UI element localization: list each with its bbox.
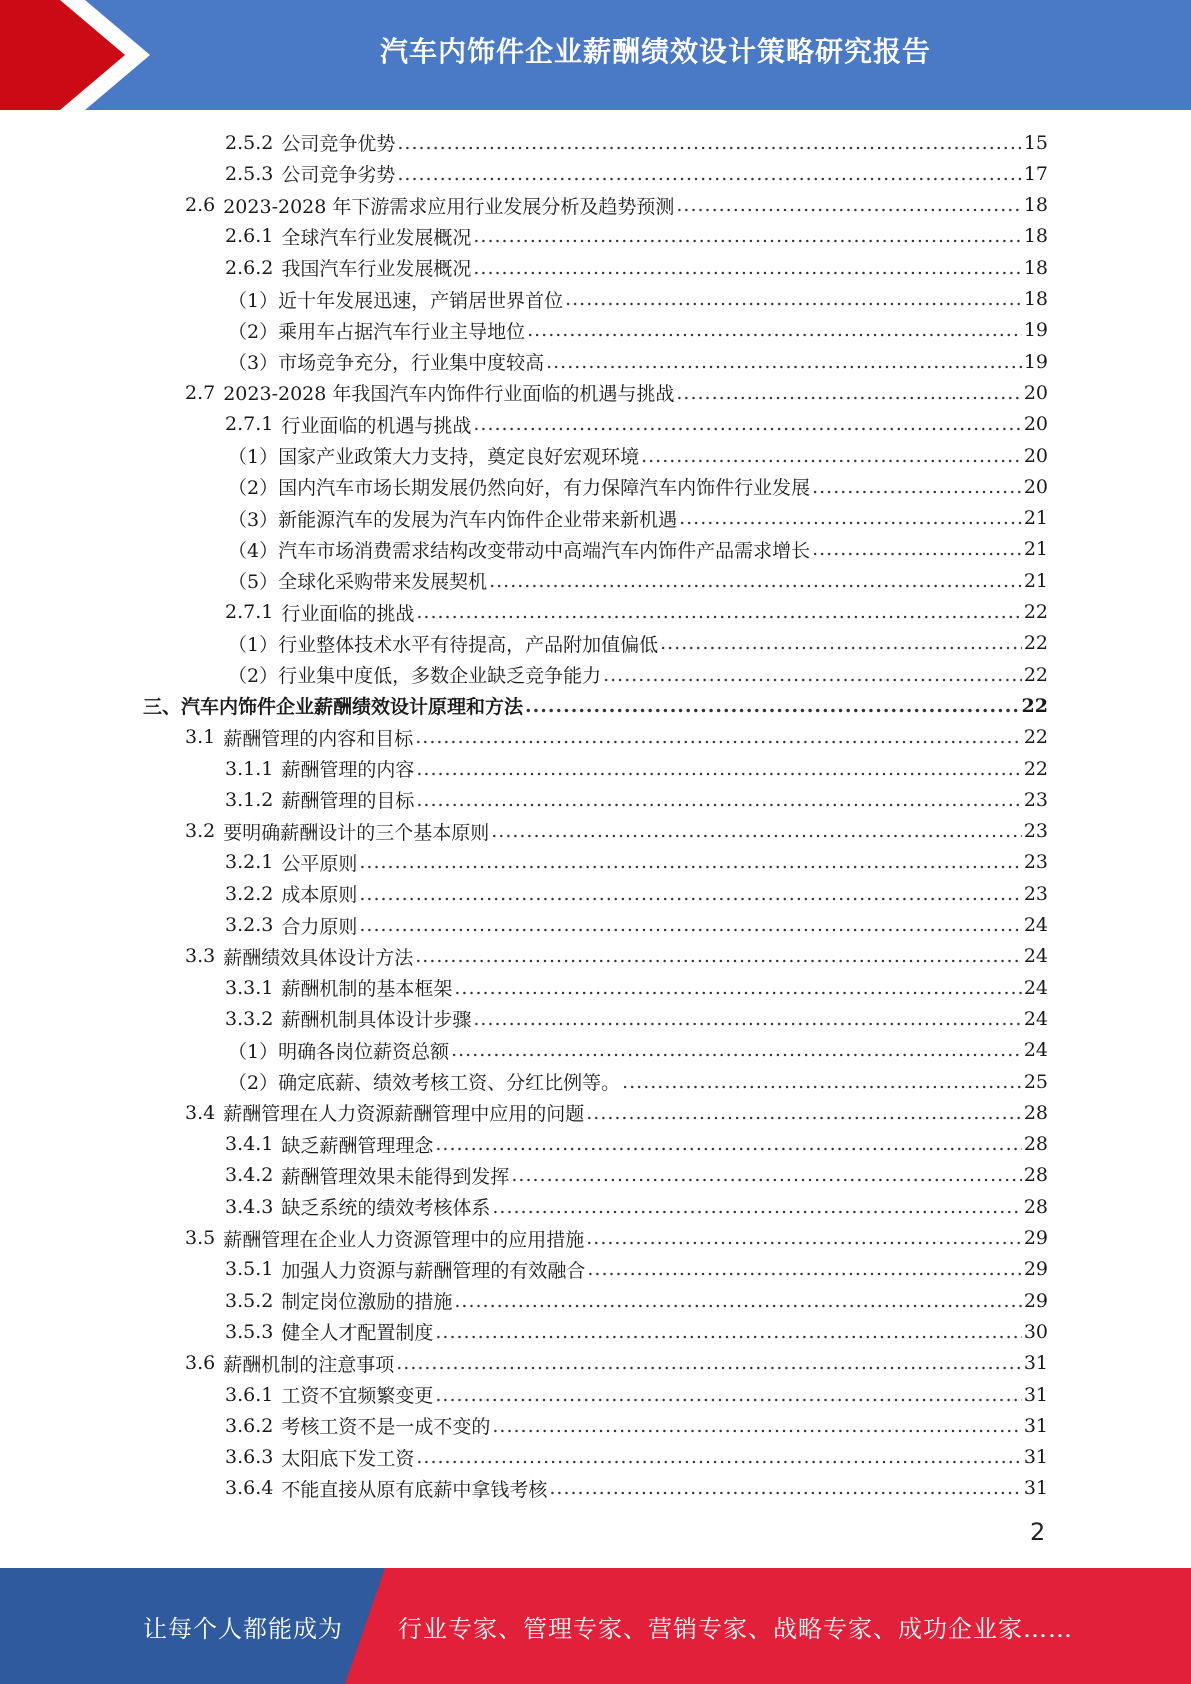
toc-dot-leader	[416, 601, 1021, 623]
toc-entry[interactable]	[225, 1191, 1048, 1222]
toc-entry-page: 31	[1023, 1352, 1048, 1375]
toc-entry-title: （3）新能源汽车的发展为汽车内饰件企业带来新机遇	[228, 508, 678, 531]
toc-entry-page: 23	[1023, 788, 1048, 811]
toc-dot-leader	[492, 1415, 1021, 1437]
toc-entry-page: 28	[1023, 1164, 1048, 1187]
toc-entry-page: 21	[1023, 569, 1048, 592]
toc-dot-leader	[586, 1227, 1022, 1249]
toc-entry-title: 太阳底下发工资	[281, 1447, 415, 1470]
toc-entry[interactable]	[225, 158, 1048, 189]
toc-entry-number: 3.1	[185, 726, 216, 749]
toc-entry-page: 24	[1023, 945, 1048, 968]
toc-entry-number: 3.6.3	[225, 1446, 274, 1469]
toc-entry-title: 加强人力资源与薪酬管理的有效融合	[281, 1259, 586, 1282]
toc-entry-title: 薪酬管理的内容	[281, 759, 415, 781]
toc-dot-leader	[415, 726, 1022, 748]
toc-entry-page: 25	[1023, 1070, 1048, 1093]
toc-entry-title: （1）近十年发展迅速，产销居世界首位	[228, 289, 564, 312]
toc-entry[interactable]	[225, 252, 1048, 283]
toc-dot-leader	[473, 413, 1021, 435]
toc-entry-page: 31	[1023, 1446, 1048, 1469]
toc-dot-leader	[527, 319, 1022, 341]
toc-entry[interactable]	[228, 565, 1048, 596]
toc-dot-leader	[416, 789, 1021, 811]
toc-dot-leader	[676, 382, 1021, 404]
toc-dot-leader	[587, 1258, 1021, 1280]
toc-dot-leader	[435, 1384, 1021, 1406]
toc-dot-leader	[660, 632, 1022, 654]
toc-entry-title: （1）行业整体技术水平有待提高，产品附加值偏低	[228, 633, 659, 656]
toc-entry-page: 28	[1023, 1133, 1048, 1156]
toc-entry[interactable]	[228, 1066, 1048, 1097]
toc-entry-number: 3.2.3	[225, 914, 274, 936]
toc-entry[interactable]	[185, 816, 1048, 847]
toc-entry[interactable]	[143, 690, 1048, 721]
toc-dot-leader	[359, 914, 1021, 936]
toc-entry-title: （1）国家产业政策大力支持，奠定良好宏观环境	[228, 446, 640, 468]
footer-slogan-right: 行业专家、管理专家、营销专家、战略专家、成功企业家……	[398, 1614, 1073, 1643]
toc-entry-number: 3.3.1	[225, 976, 274, 999]
toc-entry-title: （2）国内汽车市场长期发展仍然向好，有力保障汽车内饰件行业发展	[228, 477, 811, 500]
toc-entry-page: 22	[1023, 663, 1048, 686]
toc-entry[interactable]	[228, 659, 1048, 690]
toc-entry[interactable]	[225, 1473, 1048, 1504]
toc-entry-title: 薪酬机制的基本框架	[281, 978, 453, 1001]
page-footer	[0, 1568, 1191, 1684]
toc-dot-leader	[397, 163, 1021, 185]
toc-entry-number: 3.1.2	[225, 788, 274, 811]
toc-entry[interactable]	[228, 440, 1048, 471]
toc-dot-leader	[473, 257, 1021, 279]
toc-dot-leader	[549, 1477, 1021, 1499]
toc-entry-title: 薪酬管理的内容和目标	[223, 727, 414, 750]
toc-dot-leader	[435, 1133, 1021, 1155]
toc-entry-page: 20	[1023, 381, 1048, 404]
page-header	[0, 0, 1191, 110]
toc-entry-page: 31	[1023, 1477, 1048, 1500]
toc-entry-page: 22	[1023, 757, 1048, 780]
toc-entry[interactable]	[228, 1035, 1048, 1066]
toc-entry-page: 19	[1023, 350, 1048, 373]
report-title: 汽车内饰件企业薪酬绩效设计策略研究报告	[379, 35, 931, 68]
toc-entry-number: 3.6.1	[225, 1383, 274, 1406]
toc-dot-leader	[359, 851, 1021, 873]
toc-entry-page: 31	[1023, 1383, 1048, 1406]
toc-dot-leader	[435, 1321, 1021, 1343]
toc-dot-leader	[491, 820, 1022, 842]
toc-entry-page: 24	[1023, 914, 1048, 936]
toc-entry-number: 3.6	[185, 1352, 216, 1375]
toc-entry-number: 2.6.1	[225, 225, 274, 248]
toc-entry-page: 18	[1023, 194, 1048, 217]
toc-entry-title: （2）行业集中度低，多数企业缺乏竞争能力	[228, 665, 602, 688]
toc-entry-number: 3.2	[185, 820, 216, 843]
toc-entry-title: 行业面临的机遇与挑战	[281, 414, 472, 437]
toc-entry-title: 缺乏薪酬管理理念	[281, 1134, 434, 1157]
toc-entry[interactable]	[225, 1285, 1048, 1316]
toc-entry-title: 缺乏系统的绩效考核体系	[281, 1197, 491, 1220]
toc-entry-number: 2.6.2	[225, 256, 274, 279]
toc-entry-page: 18	[1023, 256, 1048, 279]
toc-entry-title: 薪酬管理在人力资源薪酬管理中应用的问题	[223, 1103, 585, 1126]
toc-entry[interactable]	[228, 534, 1048, 565]
toc-entry-page: 29	[1023, 1227, 1048, 1249]
toc-dot-leader	[454, 977, 1021, 999]
toc-entry[interactable]	[225, 221, 1048, 252]
toc-entry-title: 我国汽车行业发展概况	[281, 258, 472, 281]
toc-entry[interactable]	[225, 1442, 1048, 1473]
toc-entry-page: 24	[1023, 1039, 1048, 1062]
toc-entry[interactable]	[225, 1003, 1048, 1034]
toc-entry-title: 公司竞争劣势	[281, 164, 396, 187]
toc-entry-title: 全球汽车行业发展概况	[281, 226, 472, 249]
toc-entry-page: 30	[1023, 1320, 1048, 1343]
toc-entry-page: 22	[1023, 726, 1048, 749]
toc-entry[interactable]	[185, 1348, 1048, 1379]
toc-entry[interactable]	[228, 346, 1048, 377]
toc-entry-title: （5）全球化采购带来发展契机	[228, 571, 488, 594]
toc-dot-leader	[416, 1446, 1021, 1468]
toc-entry-title: 健全人才配置制度	[281, 1322, 434, 1345]
toc-entry-title: 薪酬管理在企业人力资源管理中的应用措施	[223, 1228, 585, 1251]
toc-dot-leader	[416, 758, 1021, 780]
toc-entry-page: 23	[1023, 820, 1048, 843]
toc-entry[interactable]	[225, 972, 1048, 1003]
toc-entry-title: 2023-2028 年我国汽车内饰件行业面临的机遇与挑战	[223, 383, 675, 406]
toc-entry-number: 3.5.3	[225, 1320, 274, 1343]
toc-entry-number: 2.7.1	[225, 413, 274, 436]
toc-entry-page: 29	[1023, 1289, 1048, 1312]
toc-entry-number: 3.6.4	[225, 1477, 274, 1500]
toc-entry[interactable]	[185, 722, 1048, 753]
toc-entry-title: 公司竞争优势	[281, 133, 396, 155]
toc-dot-leader	[622, 1071, 1022, 1093]
toc-entry-title: 合力原则	[281, 915, 358, 938]
toc-entry[interactable]	[225, 409, 1048, 440]
toc-entry-page: 20	[1023, 475, 1048, 498]
toc-dot-leader	[454, 1290, 1021, 1312]
toc-dot-leader	[492, 1196, 1021, 1218]
toc-dot-leader	[812, 538, 1022, 560]
toc-entry[interactable]	[225, 1316, 1048, 1347]
toc-dot-leader	[586, 1102, 1022, 1124]
toc-entry-title: 公平原则	[281, 852, 358, 875]
toc-entry-title: 薪酬机制的注意事项	[223, 1353, 395, 1376]
toc-entry[interactable]	[225, 1129, 1048, 1160]
toc-entry[interactable]	[185, 1097, 1048, 1128]
toc-entry[interactable]	[228, 503, 1048, 534]
toc-dot-leader	[679, 507, 1022, 529]
toc-entry[interactable]	[225, 784, 1048, 815]
toc-dot-leader	[396, 1352, 1022, 1374]
toc-entry-page: 22	[1023, 601, 1048, 623]
toc-dot-leader	[525, 695, 1020, 717]
toc-entry-page: 22	[1023, 632, 1048, 655]
toc-entry-title: （3）市场竞争充分，行业集中度较高	[228, 352, 545, 375]
toc-entry-number: 3.4	[185, 1101, 216, 1124]
toc-entry[interactable]	[225, 1160, 1048, 1191]
toc-entry-number: 3.1.1	[225, 757, 274, 780]
toc-entry-page: 20	[1023, 444, 1048, 467]
toc-entry-number: 2.6	[185, 194, 216, 217]
toc-dot-leader	[473, 1008, 1021, 1030]
toc-entry[interactable]	[225, 753, 1048, 784]
toc-dot-leader	[511, 1164, 1021, 1186]
toc-entry[interactable]	[225, 1254, 1048, 1285]
toc-entry-title: 薪酬管理效果未能得到发挥	[281, 1165, 510, 1188]
toc-entry-page: 28	[1023, 1195, 1048, 1218]
toc-dot-leader	[812, 476, 1022, 498]
toc-dot-leader	[676, 194, 1021, 216]
toc-entry-number: 3.5.1	[225, 1258, 274, 1281]
toc-entry-number: 3.3.2	[225, 1007, 274, 1030]
toc-entry-title: （1）明确各岗位薪资总额	[228, 1040, 450, 1063]
toc-entry[interactable]	[225, 127, 1048, 158]
toc-entry-title: （2）乘用车占据汽车行业主导地位	[228, 320, 526, 343]
toc-entry-number: 3.3	[185, 945, 216, 968]
toc-entry[interactable]	[185, 1223, 1048, 1254]
toc-entry-page: 17	[1023, 162, 1048, 185]
toc-entry-number: 3.2.1	[225, 851, 274, 874]
toc-entry-page: 20	[1023, 413, 1048, 436]
toc-entry-title: （2）确定底薪、绩效考核工资、分红比例等。	[228, 1072, 621, 1094]
toc-entry-page: 22	[1021, 694, 1048, 717]
toc-entry[interactable]	[185, 377, 1048, 408]
toc-entry[interactable]	[228, 471, 1048, 502]
toc-entry-number: 3.5	[185, 1227, 216, 1249]
toc-entry-title: 薪酬管理的目标	[281, 790, 415, 813]
toc-dot-leader	[565, 288, 1022, 310]
toc-entry-number: 3.4.2	[225, 1164, 274, 1187]
toc-entry-page: 24	[1023, 1007, 1048, 1030]
toc-dot-leader	[603, 664, 1022, 686]
toc-dot-leader	[397, 132, 1021, 154]
toc-entry-title: 行业面临的挑战	[281, 602, 415, 625]
toc-entry-title: 薪酬绩效具体设计方法	[223, 946, 414, 969]
toc-entry-title: 2023-2028 年下游需求应用行业发展分析及趋势预测	[223, 195, 675, 218]
toc-entry-page: 21	[1023, 507, 1048, 530]
toc-entry[interactable]	[225, 1410, 1048, 1441]
toc-entry-number: 2.5.3	[225, 162, 274, 185]
toc-entry[interactable]	[225, 878, 1048, 909]
toc-entry[interactable]	[228, 284, 1048, 315]
toc-dot-leader	[415, 945, 1022, 967]
toc-entry[interactable]	[228, 628, 1048, 659]
toc-entry-title: （4）汽车市场消费需求结构改变带动中高端汽车内饰件产品需求增长	[228, 539, 811, 562]
toc-entry-page: 23	[1023, 882, 1048, 905]
toc-entry-title: 三、汽车内饰件企业薪酬绩效设计原理和方法	[143, 696, 524, 719]
toc-entry-number: 2.7.1	[225, 601, 274, 623]
toc-entry-page: 24	[1023, 976, 1048, 999]
toc-entry-page: 28	[1023, 1101, 1048, 1124]
toc-entry-page: 31	[1023, 1414, 1048, 1437]
toc-entry-number: 3.2.2	[225, 882, 274, 905]
toc-entry-page: 21	[1023, 538, 1048, 561]
toc-entry-page: 23	[1023, 851, 1048, 874]
toc-dot-leader	[473, 225, 1021, 247]
toc-entry-title: 不能直接从原有底薪中拿钱考核	[281, 1478, 548, 1501]
toc-entry-number: 3.6.2	[225, 1414, 274, 1437]
toc-entry-number: 3.4.3	[225, 1195, 274, 1218]
toc-entry-page: 15	[1023, 131, 1048, 154]
toc-dot-leader	[641, 445, 1022, 467]
toc-entry-number: 2.5.2	[225, 131, 274, 154]
toc-entry-number: 3.5.2	[225, 1289, 274, 1312]
toc-entry-title: 成本原则	[281, 884, 358, 907]
toc-entry-number: 3.4.1	[225, 1133, 274, 1156]
toc-dot-leader	[359, 883, 1021, 905]
toc-dot-leader	[489, 570, 1022, 592]
toc-entry[interactable]	[225, 847, 1048, 878]
toc-entry-title: 薪酬机制具体设计步骤	[281, 1009, 472, 1032]
toc-entry-page: 18	[1023, 225, 1048, 248]
toc-entry-number: 2.7	[185, 381, 216, 404]
toc-entry[interactable]	[225, 1379, 1048, 1410]
toc-entry[interactable]	[185, 190, 1048, 221]
page-number: 2	[1030, 1518, 1046, 1546]
toc-entry[interactable]	[185, 941, 1048, 972]
toc-entry[interactable]	[225, 597, 1048, 628]
toc-entry-title: 考核工资不是一成不变的	[281, 1416, 491, 1439]
toc-entry-page: 18	[1023, 288, 1048, 310]
toc-entry-page: 19	[1023, 319, 1048, 342]
toc-dot-leader	[451, 1039, 1022, 1061]
toc-entry-title: 要明确薪酬设计的三个基本原则	[223, 821, 490, 844]
toc-entry-title: 工资不宜频繁变更	[281, 1385, 434, 1407]
footer-slogan-left: 让每个人都能成为	[143, 1614, 343, 1643]
toc-dot-leader	[546, 351, 1022, 373]
toc-entry[interactable]	[228, 315, 1048, 346]
toc-entry[interactable]	[225, 910, 1048, 941]
toc-entry-title: 制定岗位激励的措施	[281, 1291, 453, 1314]
toc-entry-page: 29	[1023, 1258, 1048, 1281]
